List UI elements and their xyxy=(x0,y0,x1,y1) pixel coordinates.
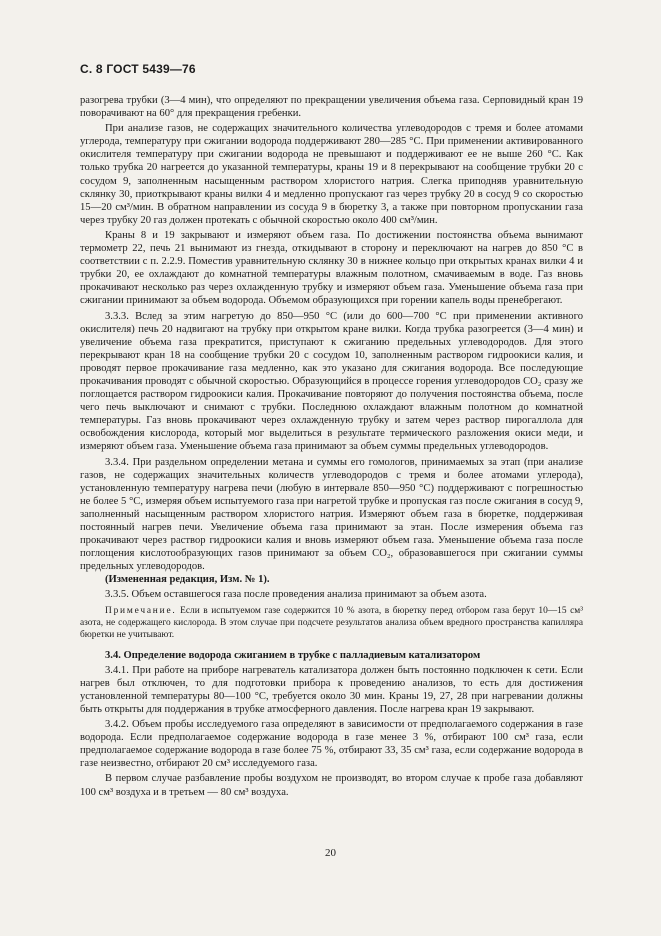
note-text: Если в испытуемом газе содержится 10 % азота, в бюретку перед отбором газа берут 10—15 см³ азота, не содержащего кислорода. В этом случае при подсчете результатов анализа объем вредного пространства капилляра бюретки не учитывают. xyxy=(80,605,584,640)
note-label: Примечание. xyxy=(105,605,177,616)
section-title-3-4: 3.4. Определение водорода сжиганием в трубке с палладиевым катализатором xyxy=(105,649,481,661)
page-number: 20 xyxy=(325,847,336,859)
amendment-note: (Измененная редакция, Изм. № 1). xyxy=(105,574,270,586)
running-header: С. 8 ГОСТ 5439—76 xyxy=(80,62,196,76)
paragraph-3-4-2: 3.4.2. Объем пробы исследуемого газа определяют в зависимости от предполагаемого содержания в газе водорода. Если предполагаемое содержание водорода в газе менее 3 %, отбирают 100 см³ газа, если предполагаемое содержание водорода в газе более 75 %, отбирают 33, 35 см³ газа, если содержание водорода в газе неизвестно, отбирают 20 см³ исследуемого газа. xyxy=(80,719,583,770)
paragraph-continuation: разогрева трубки (3—4 мин), что определяют по прекращении увеличения объема газа. Серповидный кран 19 поворачивают на 60° для прекращения гребенки. xyxy=(80,95,583,120)
paragraph-3-3-3: 3.3.3. Вслед за этим нагретую до 850—950 °С (или до 600—700 °С при применении активного окислителя) печь 20 надвигают на трубку при открытом кране вилки. Когда трубка разогреется (3—4 мин) и увеличение объема газа прекратится, приступают к сжиганию предельных углеводородов. Для этого перекрывают кран 18 на сообщение трубки 20 с сосудом 10, заполненным раствором гидроокиси калия, и проводят первое прокачивание газа медленно, как это указано для сжигания водорода. Все последующие прокачивания проводят с обычной скоростью. Образующийся в процессе горения углеводородов CO₂ сразу же поглощается раствором гидроокиси калия. Прокачивание повторяют до получения постоянства объема, после чего печь выключают и снимают с трубки. Последнюю охлаждают влажным полотном до комнатной температуры. Газ вновь прокачивают через охлажденную трубку и затем через раствор пирогаллола для освобождения кислорода, который мог выделиться в результате термического разложения окиси меди, и измеряют объем газа. Уменьшение объема газа принимают за объем суммы предельных углеводородов. xyxy=(80,310,583,453)
paragraph-3-3-5: 3.3.5. Объем оставшегося газа после проведения анализа принимают за объем азота. xyxy=(105,589,487,601)
note-block xyxy=(80,605,583,641)
paragraph-valves-closing: Краны 8 и 19 закрывают и измеряют объем газа. По достижении постоянства объема вынимают термометр 22, печь 21 вынимают из гнезда, откидывают в сторону и переключают на нагрев до 850 °С в соответствии с п. 2.2.9. Поместив уравнительную склянку 30 в нижнее кольцо при открытых кранах вилки 4 и трубки 20, ее охлаждают до комнатной температуры влажным полотном, смачиваемым в воде. Газ вновь прокачивают несколько раз через охлажденную трубку и измеряют объем газа. Уменьшение объема газа при сжигании принимают за объем водорода. Объемом образующихся при горении капель воды пренебрегают. xyxy=(80,229,583,307)
page-body xyxy=(80,94,583,799)
paragraph-hydrogen-combustion: При анализе газов, не содержащих значительного количества углеводородов с тремя и более атомами углерода, температуру при сжигании водорода поддерживают 280—285 °С. При применении активированного окислителя температуру при сжигании водорода не превышают и поддерживают ее не выше 260 °С. Как только трубка 20 нагреется до указанной температуры, краны 19 и 8 перекрывают на сообщение трубки 20 с сосудом 9, заполненным насыщенным раствором хлористого натрия. Слегка приподняв уравнительную склянку 30, приоткрывают краны вилки 4 и медленно пропускают газ через трубку 20 в сосуд 9 со скоростью 15—20 см³/мин. В обратном направлении из сосуда 9 в бюретку 3, а также при повторном пропускании газа через трубку 20 газ должен протекать с обычной скоростью около 400 см³/мин. xyxy=(80,123,583,226)
paragraph-3-3-4: 3.3.4. При раздельном определении метана и суммы его гомологов, принимаемых за этап (при анализе газов, не содержащих значительных количеств углеводородов с тремя и более атомами углерода), установленную температуру нагрева печи (любую в интервале 850—950 °С) поддерживают с погрешностью не более 5 °С, измеряя объем испытуемого газа при нагретой трубке и пропуская газ после сжигания в сосуд 9, заполненный насыщенным раствором хлористого натрия. Измеряют объем газа в бюретке, поддерживая постоянный нагрев печи. Увеличение объема газа принимают за этан. После измерения объема газ прокачивают через раствор гидроокиси калия и вновь измеряют объем газа. Уменьшение объема газа после поглощения кислотообразующих газов принимают за объем CO₂, образовавшегося при сжигании суммы предельных углеводородов. xyxy=(80,456,583,573)
paragraph-3-4-1: 3.4.1. При работе на приборе нагреватель катализатора должен быть постоянно подключен к сети. Если нагрев был отключен, то для подготовки прибора к проведению анализов, то есть для достижения установленной температуры 80—100 °С, требуется около 30 мин. Краны 19, 27, 28 при нагревании должны быть открыты для поддержания в трубке атмосферного давления. После нагрева кран 19 закрывают. xyxy=(80,664,583,715)
paragraph-dilution: В первом случае разбавление пробы воздухом не производят, во втором случае к пробе газа добавляют 100 см³ воздуха и в третьем — 80 см³ воздуха. xyxy=(80,773,583,798)
